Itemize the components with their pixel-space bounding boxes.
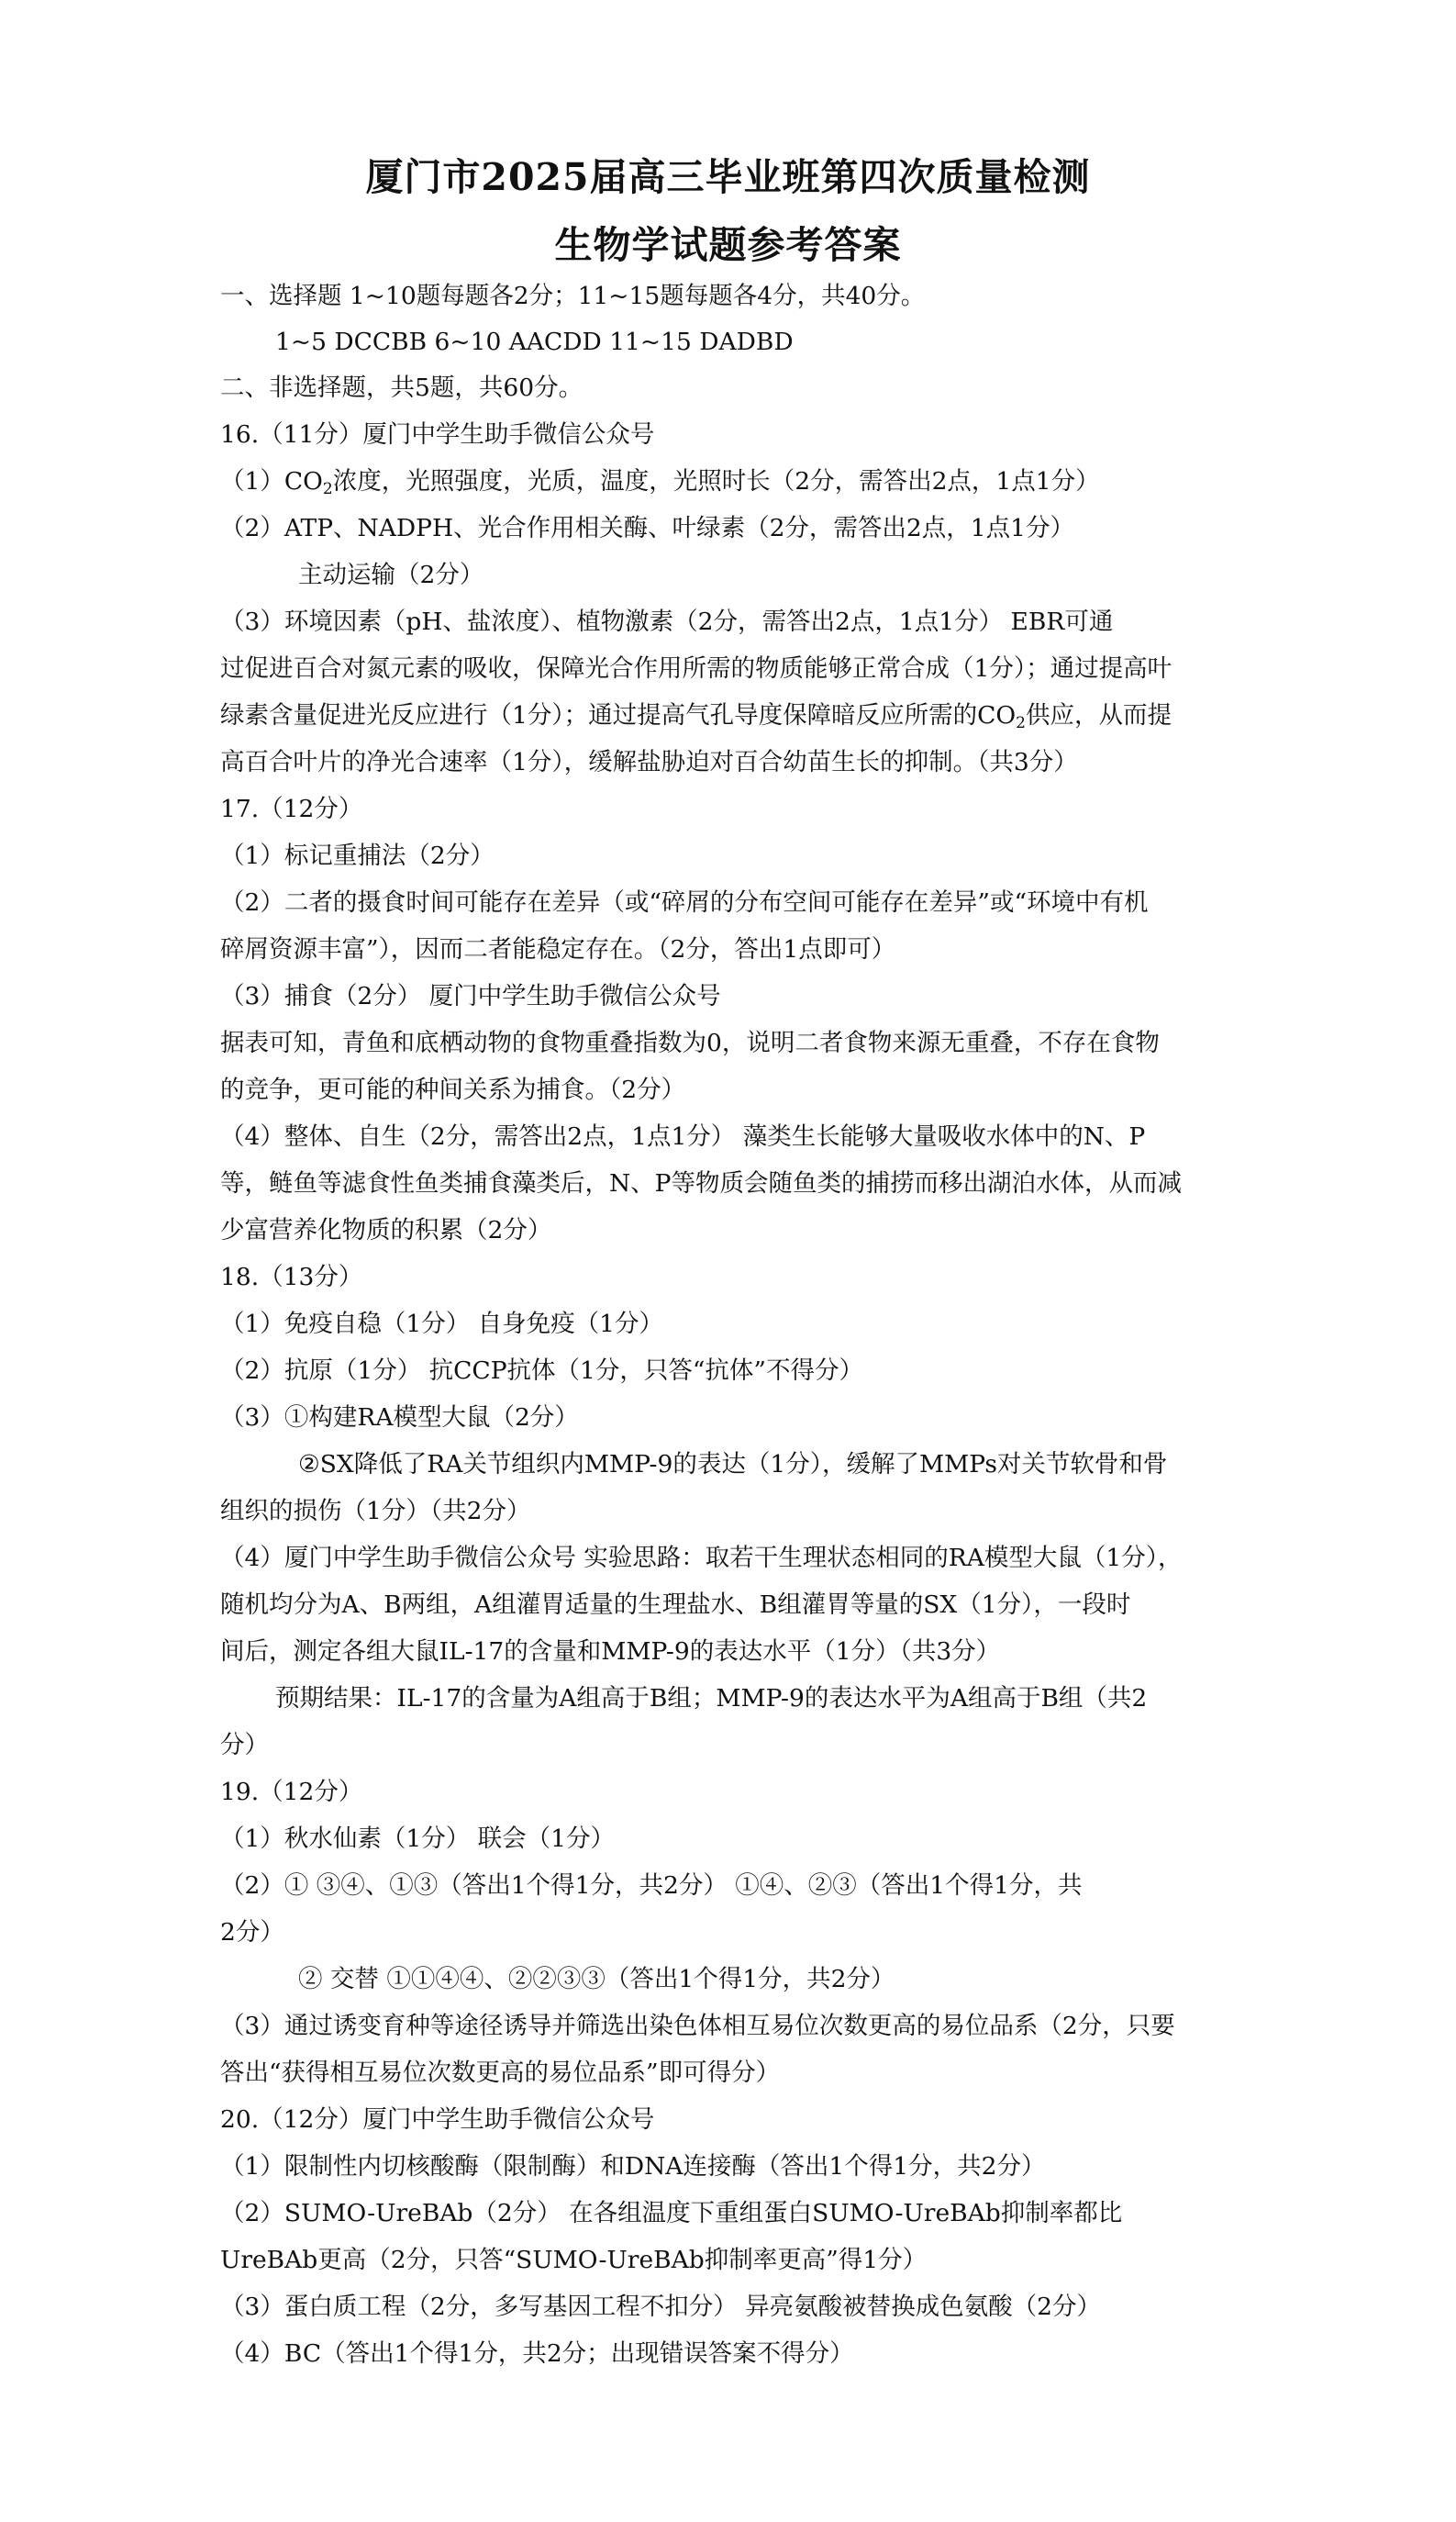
q16-part-2: （2）ATP、NADPH、光合作用相关酶、叶绿素（2分，需答出2点，1点1分） [220,514,1075,542]
section-2-heading: 二、非选择题，共5题，共60分。 [220,374,584,402]
q17-part-1: （1）标记重捕法（2分） [220,842,495,870]
q20-part-2-line-2: UreBAb更高（2分，只答“SUMO-UreBAb抑制率更高”得1分） [220,2246,928,2274]
q16-part-3: （3）环境因素（pH、盐浓度）、植物激素（2分，需答出2点，1点1分） EBR可通 [220,608,1114,636]
q18-part-4: （4）厦门中学生助手微信公众号 实验思路：取若干生理状态相同的RA模型大鼠（1分）， [220,1544,1183,1572]
q16-part-2-continued: 主动运输（2分） [298,561,484,589]
q18-part-3: （3）①构建RA模型大鼠（2分） [220,1403,579,1432]
q16-part-3-line-2: 过促进百合对氮元素的吸收，保障光合作用所需的物质能够正常合成（1分）；通过提高叶 [220,654,1173,683]
q18-part-4-line-2: 随机均分为A、B两组，A组灌胃适量的生理盐水、B组灌胃等量的SX（1分），一段时 [220,1590,1131,1619]
q18-part-2: （2）抗原（1分） 抗CCP抗体（1分，只答“抗体”不得分） [220,1356,863,1385]
question-19-heading: 19.（12分） [220,1778,363,1806]
q18-expected-result-line-2: 分） [220,1731,269,1759]
question-20-heading: 20.（12分）厦门中学生助手微信公众号 [220,2105,655,2134]
section-1-heading: 一、选择题 1~10题每题各2分；11~15题每题各4分，共40分。 [220,282,926,310]
q19-part-2: （2）① ③④、①③（答出1个得1分，共2分） ①④、②③（答出1个得1分，共 [220,1871,1083,1900]
multiple-choice-answers: 1~5 DCCBB 6~10 AACDD 11~15 DADBD [275,328,794,356]
q17-part-4-line-2: 等，鲢鱼等滤食性鱼类捕食藻类后，N、P等物质会随鱼类的捕捞而移出湖泊水体，从而减 [220,1169,1183,1198]
q19-part-3-line-2: 答出“获得相互易位次数更高的易位品系”即可得分） [220,2059,781,2087]
q18-part-3-line-3: 组织的损伤（1分）（共2分） [220,1497,531,1525]
page-title: 厦门市2025届高三毕业班第四次质量检测 [365,155,1091,199]
q18-part-1: （1）免疫自稳（1分） 自身免疫（1分） [220,1310,664,1338]
q17-part-3-line-3: 的竞争，更可能的种间关系为捕食。（2分） [220,1076,686,1104]
q16-part-1: $(1)CO_2$浓度，光照强度，光质，温度，光照时长（2分，需答出2点，1点1分） [220,467,1100,498]
q17-part-3-line-2: 据表可知，青鱼和底栖动物的食物重叠指数为0，说明二者食物来源无重叠，不存在食物 [220,1029,1160,1057]
q18-part-4-line-3: 间后，测定各组大鼠IL-17的含量和MMP-9的表达水平（1分）（共3分） [220,1637,1001,1666]
q17-part-4: （4）整体、自生（2分，需答出2点，1点1分） 藻类生长能够大量吸收水体中的N、P [220,1122,1146,1151]
page-subtitle: 生物学试题参考答案 [554,223,902,267]
q20-part-1: （1）限制性内切核酸酶（限制酶）和DNA连接酶（答出1个得1分，共2分） [220,2152,1046,2181]
q19-part-2-line-3: ② 交替 ①①④④、②②③③（答出1个得1分，共2分） [298,1965,895,1993]
q18-expected-result: 预期结果：IL-17的含量为A组高于B组；MMP-9的表达水平为A组高于B组（共2 [275,1684,1148,1713]
q17-part-2-line-2: 碎屑资源丰富”），因而二者能稳定存在。（2分，答出1点即可） [220,935,896,964]
q20-part-3: （3）蛋白质工程（2分，多写基因工程不扣分） 异亮氨酸被替换成色氨酸（2分） [220,2293,1102,2321]
q16-part-3-line-4: 高百合叶片的净光合速率（1分），缓解盐胁迫对百合幼苗生长的抑制。（共3分） [220,748,1078,776]
q16-part-3-line-3: 绿素含量促进光反应进行（1分）；通过提高气孔导度保障暗反应所需的$CO_2$供应，从而提 [220,701,1172,732]
q17-part-3: （3）捕食（2分） 厦门中学生助手微信公众号 [220,982,721,1010]
q19-part-2-line-2: 2分） [220,1918,284,1947]
question-16-heading: 16.（11分）厦门中学生助手微信公众号 [220,420,655,449]
question-18-heading: 18.（13分） [220,1263,363,1291]
q19-part-1: （1）秋水仙素（1分） 联会（1分） [220,1825,616,1853]
q18-part-3-line-2: ②SX降低了RA关节组织内MMP-9的表达（1分），缓解了MMPs对关节软骨和骨 [298,1450,1168,1479]
q17-part-4-line-3: 少富营养化物质的积累（2分） [220,1216,552,1244]
question-17-heading: 17.（12分） [220,795,363,823]
q20-part-4: （4）BC（答出1个得1分，共2分；出现错误答案不得分） [220,2339,854,2368]
q19-part-3: （3）通过诱变育种等途径诱导并筛选出染色体相互易位次数更高的易位品系（2分，只要 [220,2012,1175,2040]
q20-part-2: （2）SUMO-UreBAb（2分） 在各组温度下重组蛋白SUMO-UreBAb抑制率都比 [220,2199,1123,2227]
q17-part-2: （2）二者的摄食时间可能存在差异（或“碎屑的分布空间可能存在差异”或“环境中有机 [220,888,1149,917]
